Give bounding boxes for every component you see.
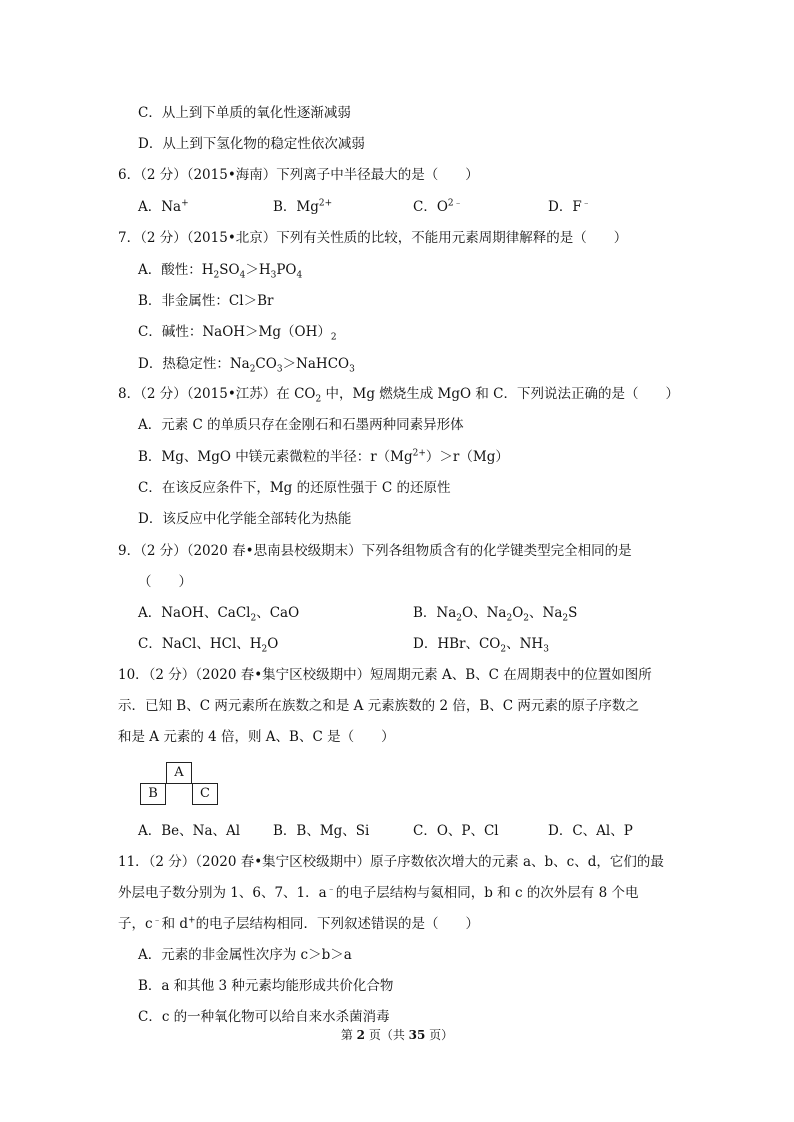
cell-c: C (192, 783, 218, 805)
page-footer: 第 2 页（共 35 页） (340, 1028, 454, 1042)
q10-option-b: B．B、Mg、Si (273, 823, 370, 839)
q10-stem-line3: 和是 A 元素的 4 倍，则 A、B、C 是（ ） (118, 729, 395, 745)
q8-option-c: C．在该反应条件下，Mg 的还原性强于 C 的还原性 (138, 480, 451, 496)
q10-option-d: D．C、Al、P (548, 823, 633, 839)
q10-option-c: C．O、P、Cl (413, 823, 499, 839)
cell-b: B (140, 783, 166, 805)
q6-stem: 6．（2 分）（2015•海南）下列离子中半径最大的是（ ） (118, 167, 479, 183)
q10-stem-line1: 10．（2 分）（2020 春•集宁区校级期中）短周期元素 A、B、C 在周期表中的位置如图所 (118, 667, 652, 683)
q7-option-c: C．碱性：$NaOH>Mg(OH)_2$ (138, 324, 337, 343)
q6-option-c: C．$O^{2﹣}$ (413, 198, 463, 215)
q6-option-d: D．F﹣ (548, 198, 591, 215)
q10-option-a: A．Be、Na、Al (138, 823, 241, 839)
q11-option-c: C．c 的一种氧化物可以给自来水杀菌消毒 (138, 1009, 390, 1025)
cell-a: A (166, 762, 192, 784)
q11-stem-line1: 11．（2 分）（2020 春•集宁区校级期中）原子序数依次增大的元素 a、b、c、d，它们的最 (118, 854, 664, 870)
q11-stem-line3: 子，c﹣和 d+的电子层结构相同．下列叙述错误的是（ ） (118, 915, 480, 932)
q7-option-b: B．非金属性：Cl＞Br (138, 293, 274, 309)
q8-option-a: A．元素 C 的单质只存在金刚石和石墨两种同素异形体 (138, 417, 464, 433)
q9-stem: 9．（2 分）（2020 春•思南县校级期末）下列各组物质含有的化学键类型完全相同的是 (118, 543, 632, 559)
q9-option-c: C．NaCl、HCl、$H_2O$ (138, 636, 279, 655)
q11-stem-line2: 外层电子数分别为 1、6、7、1．a﹣的电子层结构与氦相同，b 和 c 的次外层有 8 个电 (118, 884, 639, 901)
page-total: 35 (408, 1028, 426, 1042)
q11-option-b: B．a 和其他 3 种元素均能形成共价化合物 (138, 978, 394, 994)
q5-option-c: C．从上到下单质的氧化性逐渐减弱 (138, 105, 351, 121)
q9-option-a: A．NaOH、CaCl$_2$、CaO (138, 605, 300, 624)
q9-option-d: D．HBr、$CO_2$、$NH_3$ (413, 636, 549, 655)
q7-option-d: D．热稳定性：$Na_2CO_3>NaHCO_3$ (138, 356, 355, 375)
q11-option-a: A．元素的非金属性次序为 c＞b＞a (138, 947, 352, 963)
q6-option-a: A．Na+ (138, 198, 189, 215)
q9-option-b: B．$Na_2O$、$Na_2O_2$、$Na_2S$ (413, 605, 578, 624)
q8-stem: 8．（2 分）（2015•江苏）在 $CO_2$ 中，Mg 燃烧生成 MgO 和 C．下列说法正确的是（ ） (118, 386, 680, 405)
q7-option-a: A．酸性：$H_2SO_4>H_3PO_4$ (138, 262, 303, 281)
q8-option-b: B．Mg、MgO 中镁元素微粒的半径：$r(Mg^{2+})>r(Mg)$ (138, 448, 509, 465)
q5-option-d: D．从上到下氢化物的稳定性依次减弱 (138, 136, 365, 152)
q6-option-b: B．$Mg^{2+}$ (273, 198, 333, 215)
q8-option-d: D．该反应中化学能全部转化为热能 (138, 511, 352, 527)
q7-stem: 7．（2 分）（2015•北京）下列有关性质的比较，不能用元素周期律解释的是（ ） (118, 230, 628, 246)
q9-stem-parens: （ ） (138, 574, 192, 590)
page-number: 2 (356, 1028, 365, 1042)
q10-stem-line2: 示．已知 B、C 两元素所在族数之和是 A 元素族数的 2 倍，B、C 两元素的原子序数之 (118, 698, 639, 714)
